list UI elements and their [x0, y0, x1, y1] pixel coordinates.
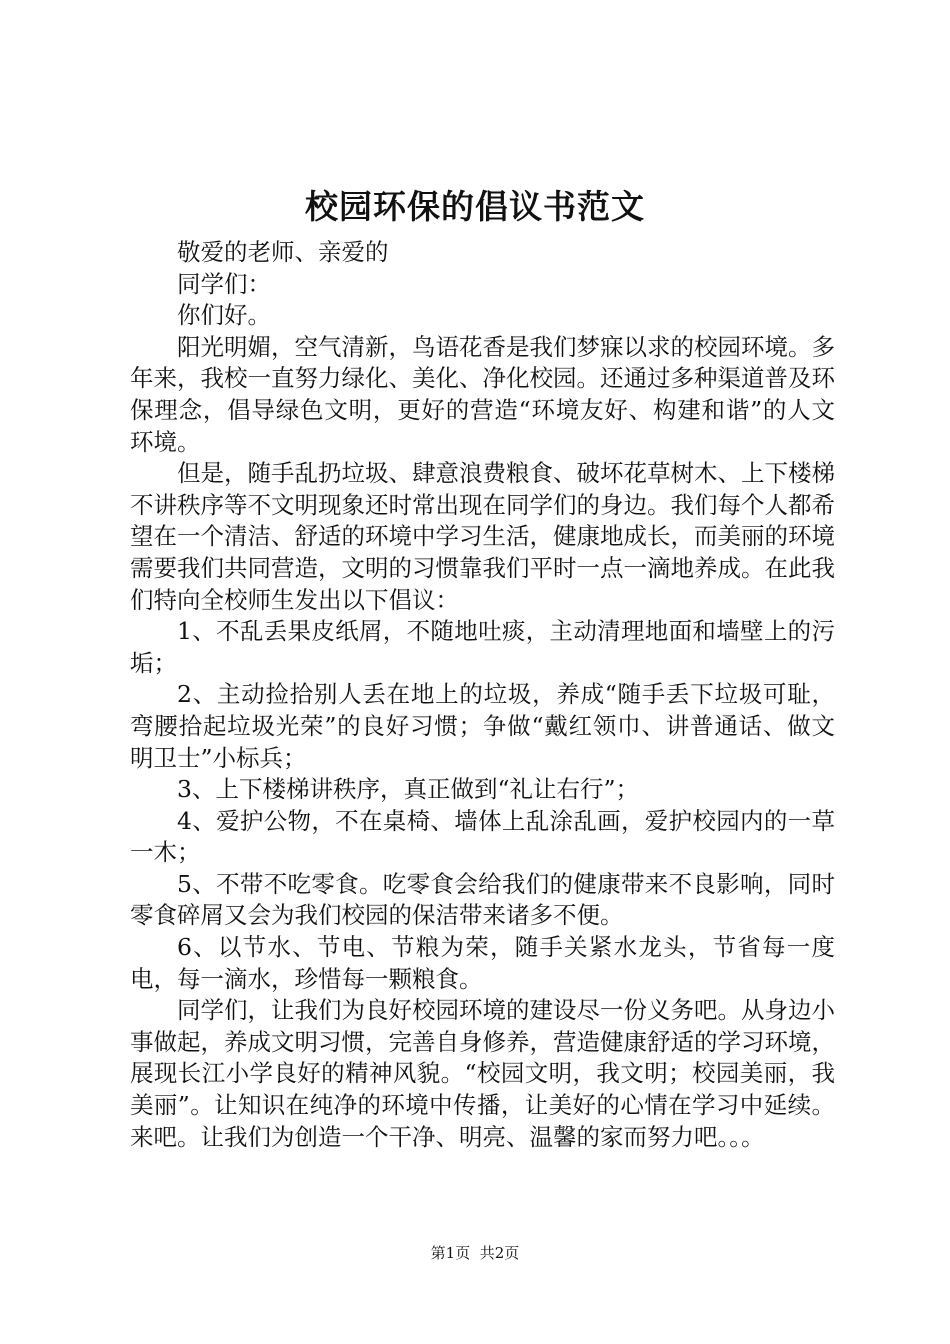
proposal-item-4: 4、爱护公物，不在桌椅、墙体上乱涂乱画，爱护校园内的一草一木；: [130, 806, 835, 867]
paragraph-problem: 但是，随手乱扔垃圾、肆意浪费粮食、破坏花草树木、上下楼梯不讲秩序等不文明现象还时常出现在同学们的身边。我们每个人都希望在一个清洁、舒适的环境中学习生活，健康地成长，而美丽的环境需要我们共同营造，文明的习惯靠我们平时一点一滴地养成。在此我们特向全校师生发出以下倡议：: [130, 459, 835, 614]
proposal-item-2: 2、主动捡拾别人丢在地上的垃圾，养成“随手丢下垃圾可耻，弯腰拾起垃圾光荣”的良好习惯；争做“戴红领巾、讲普通话、做文明卫士”小标兵；: [130, 680, 835, 772]
paragraph-closing: 同学们，让我们为良好校园环境的建设尽一份义务吧。从身边小事做起，养成文明习惯，完善自身修养，营造健康舒适的学习环境，展现长江小学良好的精神风貌。“校园文明，我文明；校园美丽，我美丽”。让知识在纯净的环境中传播，让美好的心情在学习中延续。来吧。让我们为创造一个干净、明亮、温馨的家而努力吧。。。: [130, 996, 835, 1151]
document-body: [130, 237, 835, 1153]
paragraph-intro: 阳光明媚，空气清新，鸟语花香是我们梦寐以求的校园环境。多年来，我校一直努力绿化、美化、净化校园。还通过多种渠道普及环保理念，倡导绿色文明，更好的营造“环境友好、构建和谐”的人文环境。: [130, 332, 835, 456]
proposal-item-1: 1、不乱丢果皮纸屑，不随地吐痰，主动清理地面和墙壁上的污垢；: [130, 617, 835, 677]
salutation-line-2: 同学们：: [177, 269, 271, 298]
proposal-item-3: 3、上下楼梯讲秩序，真正做到“礼让右行”；: [177, 775, 639, 804]
page-footer: [0, 1243, 950, 1263]
document-title: 校园环保的倡议书范文: [305, 187, 645, 226]
proposal-item-6: 6、以节水、节电、节粮为荣，随手关紧水龙头，节省每一度电，每一滴水，珍惜每一颗粮食。: [130, 933, 835, 993]
proposal-item-5: 5、不带不吃零食。吃零食会给我们的健康带来不良影响，同时零食碎屑又会为我们校园的保洁带来诸多不便。: [130, 869, 835, 930]
salutation-line-1: 敬爱的老师、亲爱的: [177, 238, 389, 266]
page-number: 第1页: [430, 1244, 471, 1262]
greeting: 你们好。: [177, 301, 271, 330]
page-total: 共2页: [479, 1244, 520, 1262]
